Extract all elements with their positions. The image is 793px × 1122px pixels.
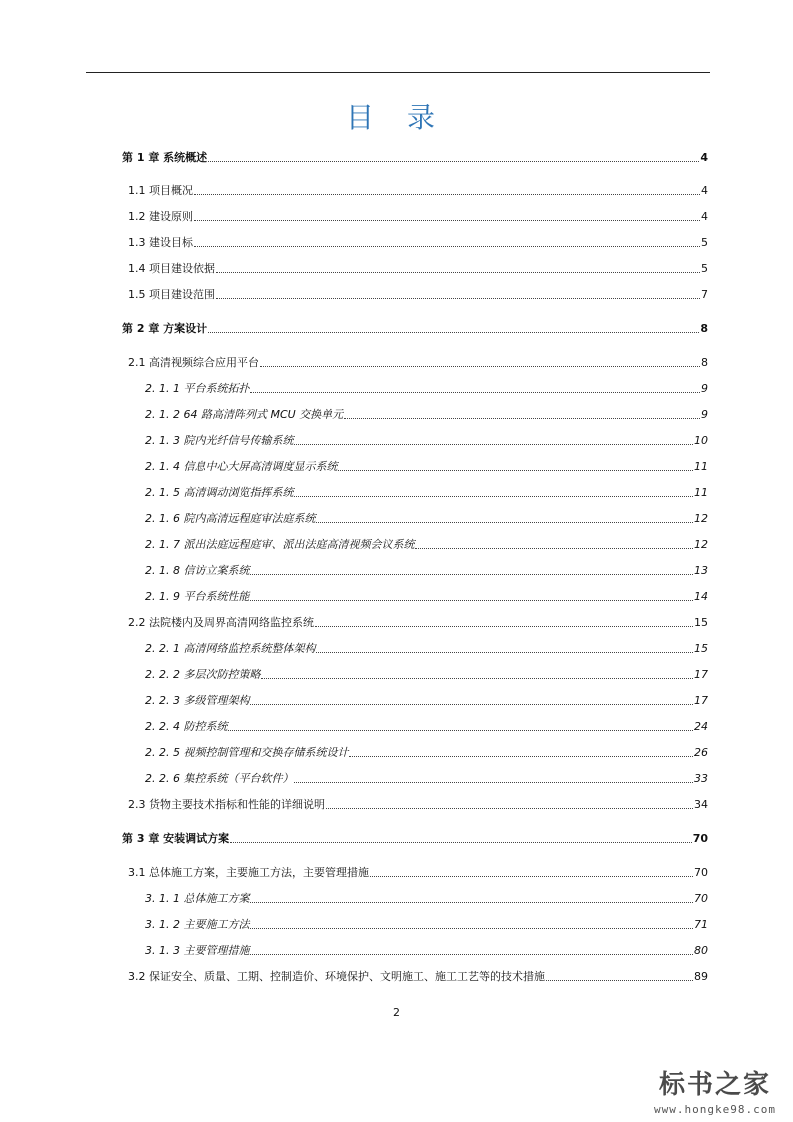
toc-leader-dots [260,365,700,367]
page-title: 目 录 [346,101,447,134]
toc-leader-dots [326,807,693,809]
toc-entry-page: 24 [694,720,708,733]
toc-entry-page: 71 [694,918,708,931]
toc-leader-dots [294,781,693,783]
toc-entry-label: 2. 2. 4 防控系统 [145,720,228,733]
toc-entry-label: 2. 2. 1 高清网络监控系统整体架构 [145,642,316,655]
toc-leader-dots [250,703,693,705]
toc-entry-page: 70 [694,866,708,879]
toc-entry-page: 89 [694,970,708,983]
toc-entry-page: 9 [701,382,708,395]
watermark-url: www.hongke98.com [654,1103,776,1116]
toc-entry-page: 11 [694,460,708,473]
toc-entry-label: 2. 2. 5 视频控制管理和交换存储系统设计 [145,746,349,759]
toc-entry[interactable] [128,208,708,224]
toc-leader-dots [208,160,699,162]
toc-entry[interactable] [145,718,708,734]
toc-leader-dots [194,193,700,195]
toc-entry[interactable] [145,406,708,422]
toc-entry-label: 2. 1. 5 高清调动浏览指挥系统 [145,486,294,499]
page-number: 2 [393,1006,400,1019]
toc-leader-dots [316,651,693,653]
toc-entry[interactable] [128,234,708,250]
toc-entry-label: 2.2 法院楼内及周界高清网络监控系统 [128,616,314,629]
toc-entry[interactable] [145,770,708,786]
toc-leader-dots [316,521,693,523]
toc-entry[interactable] [145,380,708,396]
toc-entry-page: 10 [694,434,708,447]
toc-entry-label: 2. 1. 3 院内光纤信号传输系统 [145,434,294,447]
toc-entry-label: 3. 1. 2 主要施工方法 [145,918,250,931]
toc-entry-page: 33 [694,772,708,785]
toc-entry-page: 14 [694,590,708,603]
toc-leader-dots [344,417,700,419]
toc-entry-label: 2. 1. 6 院内高清远程庭审法庭系统 [145,512,316,525]
toc-entry-page: 13 [694,564,708,577]
toc-entry-label: 3.1 总体施工方案，主要施工方法，主要管理措施 [128,866,369,879]
toc-entry-page: 11 [694,486,708,499]
toc-leader-dots [228,729,693,731]
toc-entry-page: 70 [692,832,708,845]
toc-leader-dots [230,841,692,843]
toc-entry-page: 80 [694,944,708,957]
toc-entry-label: 2. 1. 7 派出法庭远程庭审、派出法庭高清视频会议系统 [145,538,415,551]
toc-entry-page: 15 [694,642,708,655]
toc-entry[interactable] [128,796,708,812]
toc-entry[interactable] [145,562,708,578]
toc-leader-dots [294,495,693,497]
toc-leader-dots [338,469,693,471]
toc-leader-dots [216,297,700,299]
toc-leader-dots [250,573,693,575]
watermark [640,1064,790,1116]
toc-entry-label: 第 1 章 系统概述 [122,151,208,164]
toc-entry-label: 第 3 章 安装调试方案 [122,832,230,845]
toc-entry-label: 3. 1. 3 主要管理措施 [145,944,250,957]
toc-entry-page: 34 [694,798,708,811]
toc-leader-dots [250,901,693,903]
toc-entry-label: 2. 2. 3 多级管理架构 [145,694,250,707]
toc-entry[interactable] [145,458,708,474]
toc-entry-label: 1.4 项目建设依据 [128,262,215,275]
toc-entry[interactable] [128,286,708,302]
toc-entry-label: 2. 1. 1 平台系统拓扑 [145,382,250,395]
toc-entry[interactable] [122,830,708,846]
toc-leader-dots [250,953,693,955]
toc-leader-dots [216,271,700,273]
toc-entry[interactable] [145,432,708,448]
toc-entry[interactable] [128,354,708,370]
toc-leader-dots [194,245,700,247]
toc-entry-label: 2. 1. 9 平台系统性能 [145,590,250,603]
toc-entry-label: 2. 1. 8 信访立案系统 [145,564,250,577]
toc-leader-dots [415,547,693,549]
watermark-brand: 标书之家 [658,1070,771,1100]
toc-entry-label: 1.3 建设目标 [128,236,193,249]
toc-leader-dots [250,599,693,601]
toc-entry-label: 第 2 章 方案设计 [122,322,208,335]
toc-entry-label: 2. 2. 6 集控系统（平台软件） [145,772,294,785]
toc-entry-label: 2.1 高清视频综合应用平台 [128,356,259,369]
toc-entry-page: 26 [694,746,708,759]
toc-entry-label: 2. 1. 2 64 路高清阵列式 MCU 交换单元 [145,408,344,421]
toc-entry-page: 4 [700,151,708,164]
toc-leader-dots [261,677,693,679]
toc-entry[interactable] [145,510,708,526]
toc-leader-dots [349,755,693,757]
toc-entry-label: 3. 1. 1 总体施工方案 [145,892,250,905]
toc-entry-page: 8 [701,356,708,369]
toc-entry-label: 2. 2. 2 多层次防控策略 [145,668,261,681]
toc-entry-page: 15 [694,616,708,629]
toc-entry-page: 7 [701,288,708,301]
toc-entry-page: 12 [694,538,708,551]
toc-entry[interactable] [145,536,708,552]
toc-entry[interactable] [145,942,708,958]
toc-entry[interactable] [145,484,708,500]
toc-entry-page: 4 [701,184,708,197]
toc-entry-page: 5 [701,236,708,249]
toc-entry-page: 8 [700,322,708,335]
toc-entry[interactable] [145,744,708,760]
toc-entry-page: 5 [701,262,708,275]
toc-leader-dots [208,331,699,333]
toc-entry-label: 1.2 建设原则 [128,210,193,223]
toc-entry[interactable] [128,182,708,198]
toc-entry[interactable] [122,149,708,165]
toc-entry[interactable] [122,320,708,336]
toc-entry-page: 17 [694,694,708,707]
toc-entry[interactable] [145,916,708,932]
header-rule [86,72,710,73]
toc-entry-label: 1.1 项目概况 [128,184,193,197]
toc-entry[interactable] [128,260,708,276]
toc-leader-dots [370,875,693,877]
toc-leader-dots [250,391,700,393]
toc-entry-label: 2.3 货物主要技术指标和性能的详细说明 [128,798,325,811]
toc-leader-dots [315,625,693,627]
toc-entry[interactable] [128,864,708,880]
toc-leader-dots [250,927,693,929]
toc-leader-dots [294,443,693,445]
toc-entry-label: 1.5 项目建设范围 [128,288,215,301]
toc-entry[interactable] [128,968,708,984]
toc-leader-dots [546,979,693,981]
toc-entry-page: 12 [694,512,708,525]
toc-entry[interactable] [145,692,708,708]
toc-entry[interactable] [145,666,708,682]
toc-entry[interactable] [145,588,708,604]
toc-entry-page: 9 [701,408,708,421]
toc-leader-dots [194,219,700,221]
toc-entry-page: 4 [701,210,708,223]
toc-entry[interactable] [145,890,708,906]
toc-entry[interactable] [145,640,708,656]
toc-entry-label: 3.2 保证安全、质量、工期、控制造价、环境保护、文明施工、施工工艺等的技术措施 [128,970,545,983]
toc-entry-page: 70 [694,892,708,905]
toc-entry-label: 2. 1. 4 信息中心大屏高清调度显示系统 [145,460,338,473]
toc-entry[interactable] [128,614,708,630]
toc-entry-page: 17 [694,668,708,681]
